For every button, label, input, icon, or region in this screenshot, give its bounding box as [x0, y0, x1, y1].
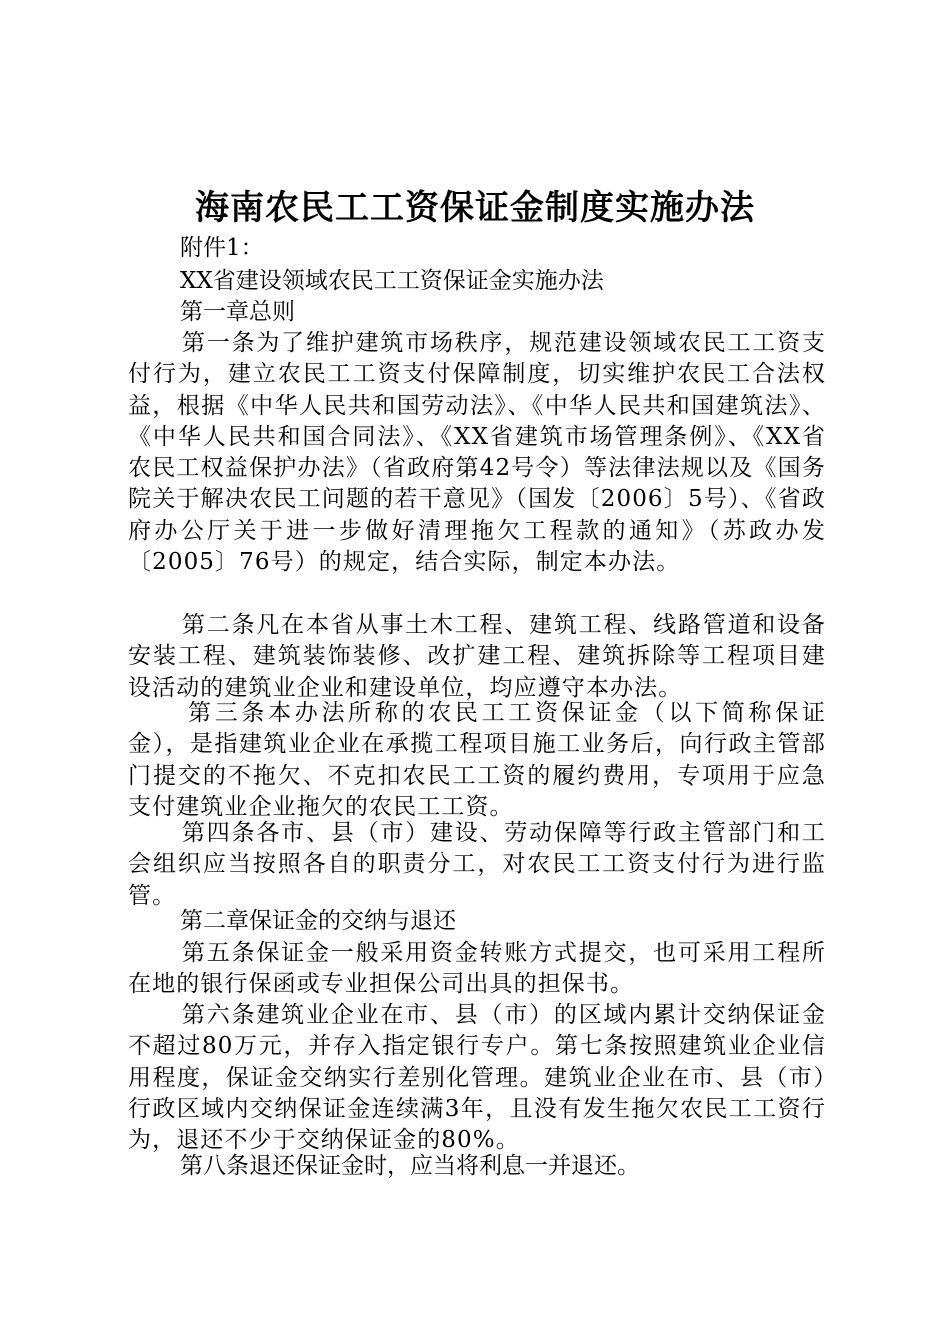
document-title: 海南农民工工资保证金制度实施办法	[195, 188, 755, 228]
article-2: 第二条凡在本省从事土木工程、建筑工程、线路管道和设备安装工程、建筑装饰装修、改扩建工程、建筑拆除等工程项目建设活动的建筑业企业和建设单位，均应遵守本办法。	[128, 612, 826, 701]
article-8: 第八条退还保证金时，应当将利息一并退还。	[180, 1153, 640, 1179]
attachment-label: 附件1：	[180, 235, 264, 261]
article-3: 第三条本办法所称的农民工工资保证金（以下简称保证金），是指建筑业企业在承揽工程项目施工业务后，向行政主管部门提交的不拖欠、不克扣农民工工资的履约费用，专项用于应急支付建筑业企业拖欠的农民工工资。	[128, 700, 826, 820]
article-5: 第五条保证金一般采用资金转账方式提交，也可采用工程所在地的银行保函或专业担保公司出具的担保书。	[128, 940, 826, 998]
chapter-1-heading: 第一章总则	[180, 299, 295, 325]
article-6-7: 第六条建筑业企业在市、县（市）的区域内累计交纳保证金不超过80万元，并存入指定银行专户。第七条按照建筑业企业信用程度，保证金交纳实行差别化管理。建筑业企业在市、县（市）行政区域内交纳保证金连续满3年，且没有发生拖欠农民工工资行为，退还不少于交纳保证金的80%。	[128, 1002, 826, 1154]
chapter-2-heading: 第二章保证金的交纳与退还	[180, 908, 456, 934]
article-1: 第一条为了维护建筑市场秩序，规范建设领域农民工工资支付行为，建立农民工工资支付保障制度，切实维护农民工合法权益，根据《中华人民共和国劳动法》、《中华人民共和国建筑法》、《中华人民共和国合同法》、《XX省建筑市场管理条例》、《XX省农民工权益保护办法》（省政府第42号令）等法律法规以及《国务院关于解决农民工问题的若干意见》（国发〔2006〕5号）、《省政府办公厅关于进一步做好清理拖欠工程款的通知》（苏政办发〔2005〕76号）的规定，结合实际，制定本办法。	[128, 330, 826, 576]
article-4: 第四条各市、县（市）建设、劳动保障等行政主管部门和工会组织应当按照各自的职责分工，对农民工工资支付行为进行监管。	[128, 820, 826, 909]
regulation-subtitle: XX省建设领域农民工工资保证金实施办法	[180, 268, 604, 294]
